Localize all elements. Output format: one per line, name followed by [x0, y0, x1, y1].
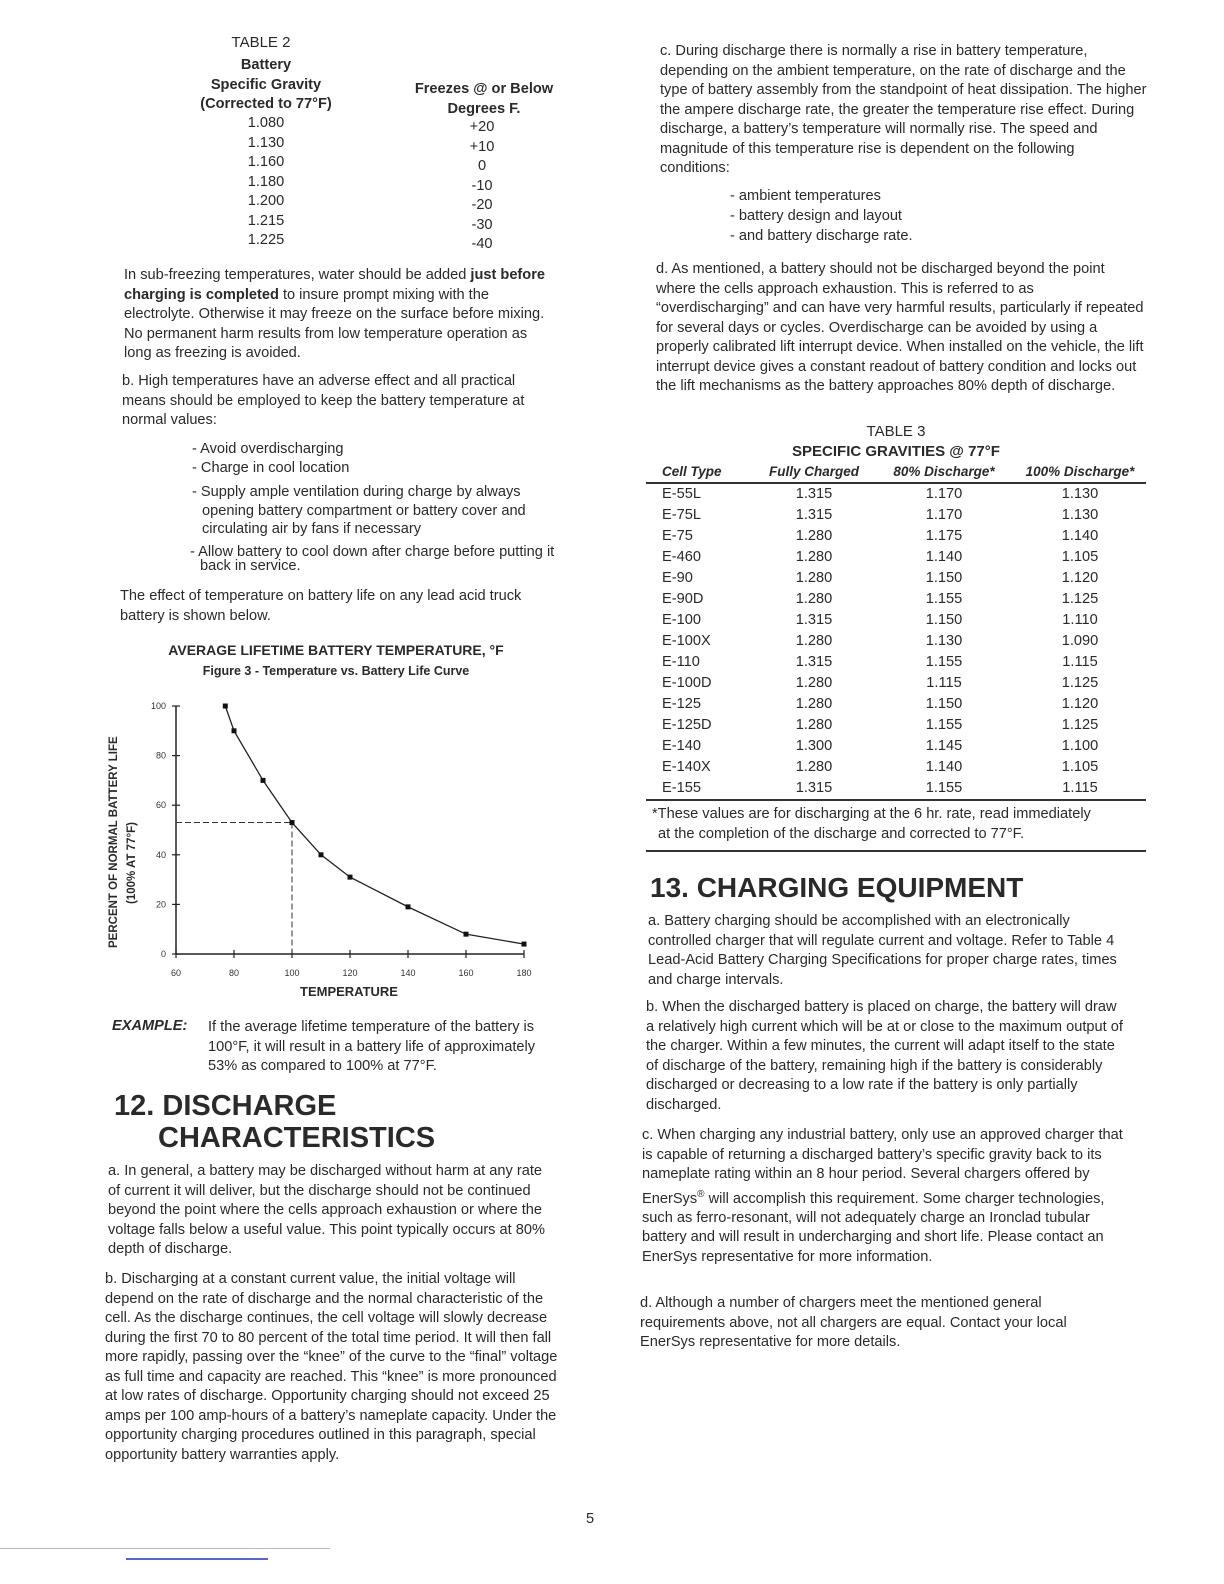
- table3-cell: E-155: [662, 780, 701, 796]
- section13-para-a: a. Battery charging should be accomplished with an electronically controlled charger that will regulate current and voltage. Refer to Table 4 Lead-Acid Battery Charging Specifications for proper charge rates, times and charge intervals.: [648, 913, 1117, 988]
- table3-cell: 1.280: [795, 528, 833, 544]
- table3-cell: E-90D: [662, 591, 704, 607]
- table3-cell: 1.155: [925, 654, 963, 670]
- section12-title-line1: 12. DISCHARGE: [114, 1090, 337, 1122]
- table3-cell: E-140X: [662, 759, 711, 775]
- data-point: [223, 704, 228, 709]
- table2-cell: 1.160: [247, 154, 285, 170]
- text-span: to insure prompt mixing with the electrolyte. Otherwise it may freeze on the surface before mixing. No permanent harm results from low temperature operation as long as freezing is avoided.: [124, 286, 545, 361]
- table3-cell: 1.170: [925, 486, 963, 502]
- y-tick-label: 60: [155, 800, 166, 811]
- table3-cell: 1.315: [795, 507, 833, 523]
- table3-cell: 1.280: [795, 570, 833, 586]
- table3-row: [646, 610, 1146, 631]
- data-point: [522, 942, 527, 947]
- list-item: - Allow battery to cool down after charge before putting it: [190, 544, 555, 560]
- table3-cell: 1.280: [795, 591, 833, 607]
- table3-cell: 1.155: [925, 591, 963, 607]
- table2-cell: 1.180: [247, 173, 285, 190]
- x-tick-label: 100: [284, 968, 300, 978]
- table3-cell: 1.090: [1061, 633, 1099, 649]
- table3-cell: 1.315: [795, 612, 833, 628]
- table2-freeze-header: [394, 80, 574, 119]
- table3-cell: 1.280: [795, 633, 833, 649]
- table3-cell: 1.145: [925, 738, 963, 754]
- table2-cell: -40: [471, 236, 493, 252]
- table3-row: [646, 631, 1146, 652]
- table3-cell: 1.130: [1061, 486, 1099, 502]
- data-point: [319, 852, 324, 857]
- section13-para-b: b. When the discharged battery is placed on charge, the battery will draw a relatively high current which will be at or close to the maximum output of the charger. Within a few minutes, the current will adapt itself to the state of discharge of the battery, remaining high if the battery is considerably discharged or decreasing to a low rate if the battery is only partially discharged.: [646, 999, 1123, 1113]
- table3-row: [646, 568, 1146, 589]
- registered-mark: ®: [697, 1188, 705, 1200]
- chart-subtitle: Figure 3 - Temperature vs. Battery Life Curve: [202, 664, 470, 678]
- section12-para-b: b. Discharging at a constant current value, the initial voltage will depend on the rate of discharge and the normal characteristic of the cell. As the discharge continues, the cell voltage will slowly decrease during the first 70 to 80 percent of the total time period. It will then fall more rapidly, passing over the “knee” of the curve to the “final” voltage as full time and capacity are reached. This “knee” is more pronounced at low rates of discharge. Opportunity charging should not exceed 25 amps per 100 amp-hours of a battery’s nameplate capacity. Under the opportunity charging procedures outlined in this paragraph, special opportunity battery warranties apply.: [105, 1271, 558, 1463]
- x-tick-label: 180: [516, 968, 532, 978]
- table3-title: TABLE 3: [866, 423, 926, 440]
- x-tick-label: 140: [400, 968, 416, 978]
- data-point: [261, 778, 266, 783]
- table3-cell: E-125: [662, 696, 701, 712]
- section12-para-a: a. In general, a battery may be discharged without harm at any rate of current it will deliver, but the discharge should not be continued beyond the point where the cells approach exhaustion or where the voltage falls below a useful value. This point typically occurs at 80% depth of discharge.: [108, 1163, 545, 1257]
- table3-cell: 1.115: [926, 675, 962, 691]
- table2-cell: +20: [469, 119, 495, 135]
- data-point: [348, 875, 353, 880]
- text-span: c. When charging any industrial battery, only use an approved charger that is capable of returning a discharged battery’s specific gravity back to its nameplate rating within an 8 hour period. Several chargers offered by EnerSys: [642, 1127, 1123, 1207]
- table2-head-line: Degrees F.: [447, 100, 521, 117]
- chart-xlabel: TEMPERATURE: [300, 984, 398, 999]
- table3-cell: E-460: [662, 549, 701, 565]
- table3-cell: 1.125: [1061, 675, 1099, 691]
- table3-header-cell: 100% Discharge*: [1025, 464, 1135, 479]
- overdischarge-paragraph: d. As mentioned, a battery should not be discharged beyond the point where the cells approach exhaustion. This is referred to as “overdischarging” and can have very harmful results, particularly if repeated for several days or cycles. Overdischarge can be avoided by using a properly calibrated lift interrupt device. When installed on the vehicle, the lift interrupt device gives a constant readout of battery condition and locks out the lift mechanisms as the battery approaches 80% depth of discharge.: [656, 261, 1144, 394]
- table3-cell: 1.175: [925, 528, 963, 544]
- table3-row: [646, 757, 1146, 778]
- table3-cell: E-55L: [662, 486, 701, 502]
- discharge-temperature-paragraph: c. During discharge there is normally a rise in battery temperature, depending on the ambient temperature, on the rate of discharge and the type of battery assembly from the standpoint of heat dissipation. The higher the ampere discharge rate, the greater the temperature rise effect. During discharge, a battery’s temperature will normally rise. The speed and magnitude of this temperature rise is dependent on the following conditions:: [660, 43, 1147, 176]
- table3-footnote: [646, 799, 1146, 852]
- table3-row: [646, 526, 1146, 547]
- text-span: In sub-freezing temperatures, water should be added: [124, 267, 471, 283]
- table3-cell: 1.130: [1061, 507, 1099, 523]
- table3-row: [646, 589, 1146, 610]
- list-item: back in service.: [200, 558, 301, 574]
- table3-cell: 1.120: [1061, 570, 1099, 586]
- y-tick-label: 0: [160, 949, 166, 959]
- table3-cell: 1.315: [795, 780, 833, 796]
- footer-divider: [0, 1548, 330, 1549]
- x-tick-label: 60: [170, 968, 182, 978]
- section13-title: 13. CHARGING EQUIPMENT: [650, 872, 1024, 903]
- table3-body: [646, 484, 1146, 799]
- list-item: - Charge in cool location: [192, 460, 350, 476]
- table3-cell: E-110: [662, 654, 700, 670]
- data-point: [464, 932, 469, 937]
- list-item: - battery design and layout: [730, 208, 902, 224]
- example-text: If the average lifetime temperature of the battery is 100°F, it will result in a battery life of approximately 53% as compared to 100% at 77°F.: [208, 1019, 536, 1074]
- series-line: [225, 706, 524, 944]
- x-tick-label: 80: [228, 968, 240, 978]
- table3-cell: E-75L: [662, 507, 701, 523]
- table3-header-cell: Cell Type: [662, 464, 722, 479]
- table3-cell: 1.105: [1061, 549, 1099, 565]
- table2-cell: 1.200: [247, 193, 285, 209]
- table3-cell: 1.125: [1061, 591, 1099, 607]
- bold-text-span: just before charging is completed: [124, 267, 546, 303]
- footer-link-underline: [126, 1558, 268, 1560]
- table2-head-line: Battery: [240, 57, 292, 73]
- section12-title-line2: CHARACTERISTICS: [158, 1122, 436, 1154]
- table3-cell: 1.155: [925, 717, 963, 733]
- table3-cell: E-100: [662, 612, 701, 628]
- high-temperature-paragraph: b. High temperatures have an adverse effect and all practical means should be employed to keep the battery temperature at normal values:: [122, 373, 525, 428]
- table3-cell: 1.120: [1061, 696, 1099, 712]
- chart-svg: [104, 636, 564, 1006]
- table2-cell: 1.130: [247, 134, 285, 151]
- table3-cell: E-125D: [662, 717, 712, 733]
- table3-cell: E-140: [662, 738, 701, 754]
- table3-cell: 1.140: [925, 549, 963, 565]
- table3-row: [646, 547, 1146, 568]
- table3-header-cell: 80% Discharge*: [893, 464, 995, 479]
- chart-ylabel-2: (100% AT 77°F): [126, 822, 138, 904]
- text-span: will accomplish this requirement. Some charger technologies, such as ferro-resonant, will not adequately charge an Ironclad tubular battery and will result in undercharging and short life. Please contact an EnerSys representative for more information.: [642, 1190, 1105, 1265]
- table3-row: [646, 778, 1146, 799]
- table3-row: [646, 715, 1146, 736]
- table3-header-cell: Fully Charged: [768, 464, 859, 479]
- table3-cell: 1.280: [795, 759, 833, 775]
- temperature-effect-paragraph: The effect of temperature on battery life on any lead acid truck battery is shown below.: [120, 588, 522, 624]
- list-item: - Supply ample ventilation during charge by always: [192, 484, 521, 500]
- x-tick-label: 160: [458, 968, 474, 978]
- table2-gravity-header: [176, 56, 356, 115]
- table3-cell: E-100X: [662, 633, 711, 649]
- table3-cell: 1.150: [925, 696, 963, 712]
- table3-cell: 1.315: [795, 654, 833, 670]
- table2-cell: 1.080: [247, 115, 285, 131]
- table3-cell: 1.110: [1062, 612, 1098, 628]
- data-point: [232, 728, 237, 733]
- table2-cell: 1.215: [247, 212, 285, 229]
- table2-cell: 1.225: [247, 232, 285, 248]
- y-tick-label: 20: [155, 899, 166, 910]
- table2-freeze-column: [442, 118, 522, 255]
- table3-cell: 1.105: [1061, 759, 1099, 775]
- list-item: - and battery discharge rate.: [730, 228, 913, 244]
- table2-title: TABLE 2: [231, 34, 291, 51]
- table3: [646, 422, 1146, 852]
- table3-cell: 1.170: [925, 507, 963, 523]
- table2-head-line: Freezes @ or Below: [414, 81, 554, 97]
- subfreezing-paragraph: [124, 266, 554, 364]
- table3-cell: 1.280: [795, 675, 833, 691]
- table3-cell: 1.140: [1061, 528, 1099, 544]
- table2-head-line: Specific Gravity: [210, 76, 322, 93]
- table3-cell: 1.115: [1062, 780, 1098, 796]
- x-tick-label: 120: [342, 968, 358, 978]
- table3-row: [646, 736, 1146, 757]
- table3-cell: 1.315: [795, 486, 833, 502]
- table2-head-line: (Corrected to 77°F): [200, 96, 332, 112]
- table3-cell: 1.130: [925, 633, 963, 649]
- table3-subtitle: SPECIFIC GRAVITIES @ 77°F: [792, 443, 1000, 460]
- table2-cell: -10: [471, 177, 493, 194]
- table3-cell: 1.150: [925, 570, 963, 586]
- list-item: circulating air by fans if necessary: [202, 521, 421, 537]
- table3-cell: 1.280: [795, 696, 833, 712]
- table2-cell: +10: [469, 138, 495, 155]
- table3-row: [646, 505, 1146, 526]
- y-tick-label: 80: [155, 750, 166, 761]
- data-point: [406, 904, 411, 909]
- section13-para-d: d. Although a number of chargers meet the mentioned general requirements above, not all chargers are equal. Contact your local EnerSys representative for more details.: [640, 1295, 1067, 1350]
- battery-life-chart: [104, 636, 564, 1006]
- table3-cell: 1.150: [925, 612, 963, 628]
- list-item: - Avoid overdischarging: [192, 441, 344, 457]
- data-point: [290, 820, 295, 825]
- table3-footnote-line: at the completion of the discharge and corrected to 77°F.: [658, 825, 1025, 842]
- table3-cell: E-90: [662, 570, 693, 586]
- table2-cell: -30: [471, 216, 493, 233]
- table3-cell: 1.115: [1062, 654, 1098, 670]
- table3-cell: 1.300: [795, 738, 833, 754]
- table2-gravity-column: [226, 114, 306, 251]
- table3-cell: 1.100: [1061, 738, 1099, 754]
- list-item: opening battery compartment or battery cover and: [202, 503, 526, 519]
- table3-row: [646, 694, 1146, 715]
- section13-para-c: [642, 1126, 1128, 1267]
- table3-header-row: [646, 462, 1146, 484]
- list-item: - ambient temperatures: [730, 188, 881, 204]
- table2-cell: 0: [477, 158, 487, 174]
- y-tick-label: 40: [155, 849, 166, 860]
- example-label: EXAMPLE:: [112, 1018, 188, 1034]
- table3-footnote-line: *These values are for discharging at the 6 hr. rate, read immediately: [652, 806, 1091, 822]
- y-tick-label: 100: [150, 701, 166, 711]
- page-number: 5: [585, 1511, 595, 1527]
- table3-cell: 1.140: [925, 759, 963, 775]
- table3-row: [646, 673, 1146, 694]
- chart-ylabel: PERCENT OF NORMAL BATTERY LIFE: [108, 736, 120, 948]
- table3-cell: 1.155: [925, 780, 963, 796]
- chart-title: AVERAGE LIFETIME BATTERY TEMPERATURE, °F: [168, 642, 504, 658]
- table3-row: [646, 652, 1146, 673]
- table3-cell: 1.280: [795, 549, 833, 565]
- table3-cell: E-100D: [662, 675, 712, 691]
- table2-cell: -20: [471, 197, 493, 213]
- table3-row: [646, 484, 1146, 505]
- table3-cell: 1.125: [1061, 717, 1099, 733]
- table3-cell: E-75: [662, 528, 693, 544]
- table3-cell: 1.280: [795, 717, 833, 733]
